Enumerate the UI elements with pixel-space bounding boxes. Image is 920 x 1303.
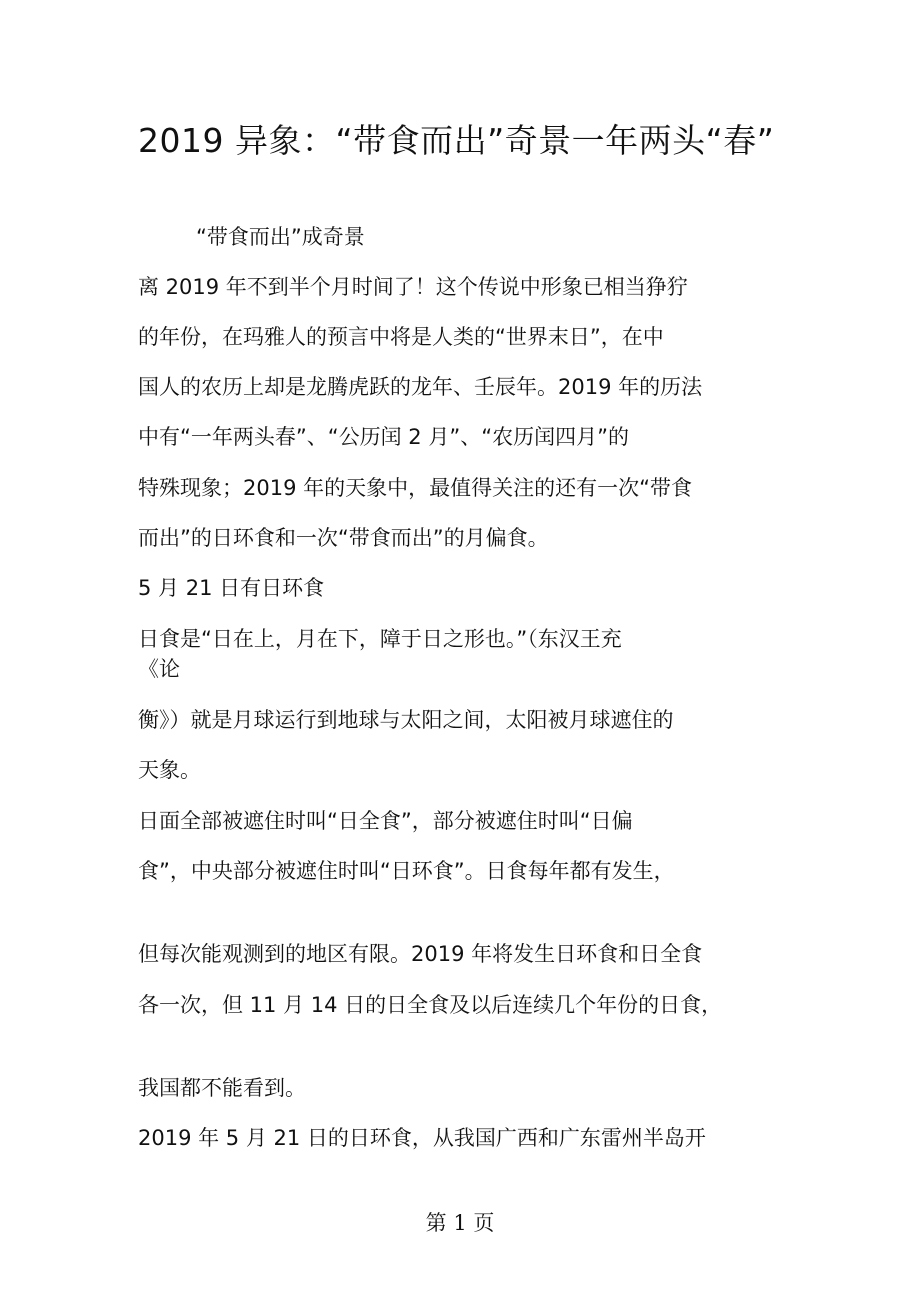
paragraph-line: 《论 [138,657,180,681]
paragraph-line: 国人的农历上却是龙腾虎跃的龙年、壬辰年。2019 年的历法 [138,375,703,399]
paragraph-line: 离 2019 年不到半个月时间了！这个传说中形象已相当狰狞 [138,275,688,299]
paragraph-line: 我国都不能看到。 [138,1076,306,1100]
paragraph-line: 衡》）就是月球运行到地球与太阳之间，太阳被月球遮住的 [138,708,674,732]
paragraph-line: 各一次，但 11 月 14 日的日全食及以后连续几个年份的日食， [138,993,723,1017]
section-subheading: “带食而出”成奇景 [196,225,365,249]
paragraph-line: 特殊现象；2019 年的天象中，最值得关注的还有一次“带食 [138,476,692,500]
paragraph-line: 日面全部被遮住时叫“日全食”，部分被遮住时叫“日偏 [138,809,633,833]
paragraph-line: 日食是“日在上，月在下，障于日之形也。”（东汉王充 [138,627,622,651]
paragraph-line: 天象。 [138,758,201,782]
paragraph-line: 中有“一年两头春”、“公历闰 2 月”、“农历闰四月”的 [138,425,629,449]
paragraph-line: 的年份，在玛雅人的预言中将是人类的“世界末日”，在中 [138,325,664,349]
document-title: 2019 异象：“带食而出”奇景一年两头“春” [138,121,775,160]
page-number: 第 1 页 [425,1211,495,1235]
paragraph-line: 而出”的日环食和一次“带食而出”的月偏食。 [138,526,549,550]
paragraph-line: 食”，中央部分被遮住时叫“日环食”。日食每年都有发生， [138,859,675,883]
paragraph-line: 2019 年 5 月 21 日的日环食，从我国广西和广东雷州半岛开 [138,1126,706,1150]
paragraph-line: 但每次能观测到的地区有限。2019 年将发生日环食和日全食 [138,942,703,966]
section-heading: 5 月 21 日有日环食 [138,576,325,600]
